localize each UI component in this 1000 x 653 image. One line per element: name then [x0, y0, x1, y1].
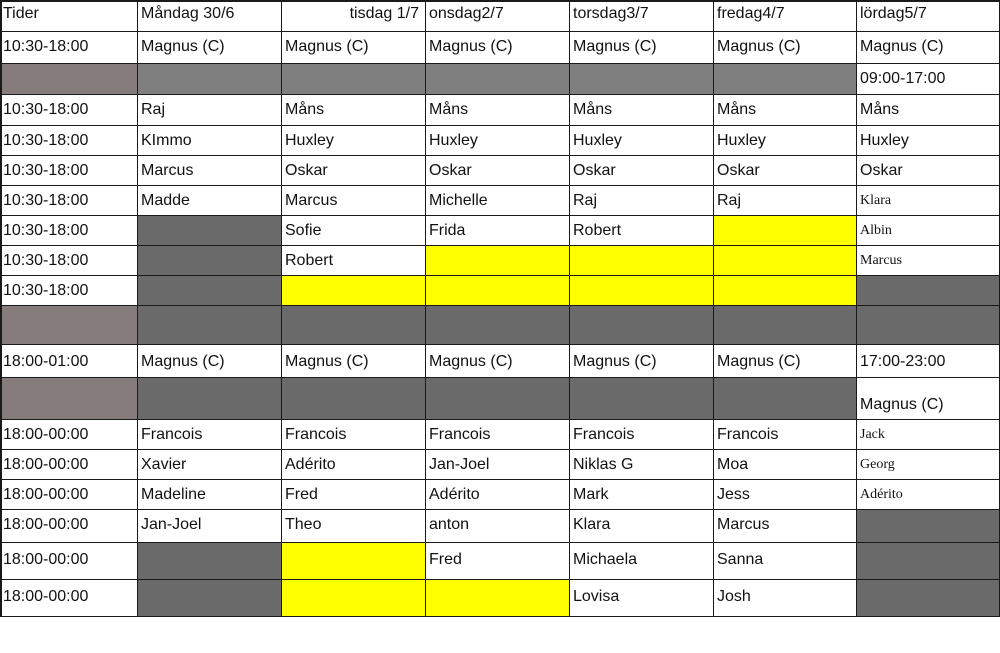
- header-cell: lördag5/7: [857, 0, 1000, 32]
- schedule-cell: [138, 246, 282, 276]
- schedule-cell: Josh: [714, 580, 857, 617]
- schedule-cell: [282, 580, 426, 617]
- schedule-cell: Niklas G: [570, 450, 714, 480]
- schedule-cell: [282, 306, 426, 345]
- schedule-cell: Robert: [570, 216, 714, 246]
- schedule-cell: Marcus: [138, 156, 282, 186]
- schedule-cell: Måns: [426, 95, 570, 126]
- schedule-cell: 09:00-17:00: [857, 64, 1000, 95]
- schedule-cell: Klara: [857, 186, 1000, 216]
- schedule-cell: Lovisa: [570, 580, 714, 617]
- schedule-cell: [138, 580, 282, 617]
- schedule-cell: 17:00-23:00: [857, 345, 1000, 378]
- time-cell: 18:00-00:00: [0, 580, 138, 617]
- schedule-cell: [282, 543, 426, 580]
- schedule-cell: [426, 246, 570, 276]
- schedule-cell: [570, 306, 714, 345]
- schedule-cell: Huxley: [282, 126, 426, 156]
- schedule-cell: Francois: [138, 420, 282, 450]
- schedule-cell: Francois: [570, 420, 714, 450]
- schedule-cell: Mark: [570, 480, 714, 510]
- schedule-cell: Michaela: [570, 543, 714, 580]
- schedule-cell: Huxley: [426, 126, 570, 156]
- schedule-cell: [714, 378, 857, 420]
- schedule-cell: Magnus (C): [857, 32, 1000, 64]
- schedule-cell: [857, 580, 1000, 617]
- time-cell: 18:00-00:00: [0, 480, 138, 510]
- schedule-cell: [282, 276, 426, 306]
- time-cell: 10:30-18:00: [0, 95, 138, 126]
- schedule-cell: [282, 378, 426, 420]
- schedule-cell: Francois: [426, 420, 570, 450]
- schedule-cell: [426, 64, 570, 95]
- schedule-cell: Raj: [714, 186, 857, 216]
- time-cell: 10:30-18:00: [0, 186, 138, 216]
- schedule-cell: [426, 378, 570, 420]
- schedule-cell: Moa: [714, 450, 857, 480]
- schedule-cell: [714, 306, 857, 345]
- schedule-cell: Huxley: [857, 126, 1000, 156]
- schedule-cell: [138, 543, 282, 580]
- schedule-cell: Oskar: [714, 156, 857, 186]
- schedule-cell: Oskar: [282, 156, 426, 186]
- time-cell: 10:30-18:00: [0, 246, 138, 276]
- schedule-cell: [570, 246, 714, 276]
- schedule-cell: Klara: [570, 510, 714, 543]
- schedule-cell: Albin: [857, 216, 1000, 246]
- schedule-cell: [714, 64, 857, 95]
- schedule-cell: anton: [426, 510, 570, 543]
- schedule-cell: Marcus: [714, 510, 857, 543]
- schedule-cell: Magnus (C): [570, 345, 714, 378]
- schedule-cell: [426, 580, 570, 617]
- schedule-cell: Huxley: [714, 126, 857, 156]
- schedule-cell: Jan-Joel: [138, 510, 282, 543]
- schedule-cell: Måns: [714, 95, 857, 126]
- table-left-border: [0, 0, 2, 617]
- schedule-cell: Sanna: [714, 543, 857, 580]
- schedule-cell: Magnus (C): [857, 378, 1000, 420]
- time-cell: 10:30-18:00: [0, 276, 138, 306]
- schedule-cell: [714, 216, 857, 246]
- time-cell: 18:00-00:00: [0, 450, 138, 480]
- header-cell: onsdag2/7: [426, 0, 570, 32]
- schedule-cell: [138, 378, 282, 420]
- time-cell: [0, 306, 138, 345]
- schedule-cell: [570, 378, 714, 420]
- schedule-cell: Georg: [857, 450, 1000, 480]
- schedule-cell: [138, 216, 282, 246]
- schedule-cell: Adérito: [857, 480, 1000, 510]
- schedule-cell: [714, 246, 857, 276]
- schedule-cell: Oskar: [426, 156, 570, 186]
- schedule-cell: Marcus: [857, 246, 1000, 276]
- table-top-border: [0, 0, 1000, 2]
- schedule-cell: Raj: [138, 95, 282, 126]
- schedule-cell: Magnus (C): [282, 345, 426, 378]
- time-cell: 10:30-18:00: [0, 216, 138, 246]
- header-cell: fredag4/7: [714, 0, 857, 32]
- schedule-cell: [714, 276, 857, 306]
- schedule-cell: [138, 276, 282, 306]
- schedule-cell: Måns: [570, 95, 714, 126]
- schedule-cell: Xavier: [138, 450, 282, 480]
- schedule-cell: [570, 64, 714, 95]
- schedule-cell: Oskar: [570, 156, 714, 186]
- schedule-cell: Magnus (C): [714, 32, 857, 64]
- schedule-cell: [857, 276, 1000, 306]
- header-cell: Måndag 30/6: [138, 0, 282, 32]
- schedule-cell: [138, 306, 282, 345]
- schedule-cell: Magnus (C): [282, 32, 426, 64]
- schedule-cell: Theo: [282, 510, 426, 543]
- time-cell: 10:30-18:00: [0, 156, 138, 186]
- schedule-cell: Huxley: [570, 126, 714, 156]
- schedule-cell: Magnus (C): [570, 32, 714, 64]
- schedule-cell: Jack: [857, 420, 1000, 450]
- schedule-cell: Robert: [282, 246, 426, 276]
- header-cell: tisdag 1/7: [282, 0, 426, 32]
- schedule-cell: [857, 510, 1000, 543]
- schedule-cell: KImmo: [138, 126, 282, 156]
- schedule-cell: [570, 276, 714, 306]
- schedule-cell: Jan-Joel: [426, 450, 570, 480]
- time-cell: 18:00-00:00: [0, 420, 138, 450]
- schedule-cell: Magnus (C): [714, 345, 857, 378]
- schedule-cell: Adérito: [426, 480, 570, 510]
- schedule-cell: [282, 64, 426, 95]
- schedule-cell: Francois: [282, 420, 426, 450]
- time-cell: 10:30-18:00: [0, 32, 138, 64]
- schedule-cell: Magnus (C): [426, 345, 570, 378]
- schedule-cell: [857, 306, 1000, 345]
- time-cell: 18:00-01:00: [0, 345, 138, 378]
- schedule-cell: Fred: [426, 543, 570, 580]
- schedule-cell: Adérito: [282, 450, 426, 480]
- schedule-cell: Francois: [714, 420, 857, 450]
- schedule-cell: Magnus (C): [138, 345, 282, 378]
- header-cell: torsdag3/7: [570, 0, 714, 32]
- schedule-cell: Madeline: [138, 480, 282, 510]
- schedule-cell: Fred: [282, 480, 426, 510]
- schedule-cell: Raj: [570, 186, 714, 216]
- schedule-cell: [426, 276, 570, 306]
- schedule-cell: Marcus: [282, 186, 426, 216]
- time-cell: [0, 64, 138, 95]
- time-cell: 18:00-00:00: [0, 510, 138, 543]
- time-cell: 18:00-00:00: [0, 543, 138, 580]
- schedule-cell: Måns: [857, 95, 1000, 126]
- schedule-cell: Frida: [426, 216, 570, 246]
- schedule-cell: Måns: [282, 95, 426, 126]
- schedule-cell: Jess: [714, 480, 857, 510]
- schedule-cell: Magnus (C): [138, 32, 282, 64]
- time-cell: 10:30-18:00: [0, 126, 138, 156]
- time-cell: [0, 378, 138, 420]
- schedule-cell: [857, 543, 1000, 580]
- schedule-cell: [138, 64, 282, 95]
- schedule-cell: [426, 306, 570, 345]
- schedule-cell: Oskar: [857, 156, 1000, 186]
- header-cell: Tider: [0, 0, 138, 32]
- schedule-cell: Sofie: [282, 216, 426, 246]
- schedule-cell: Magnus (C): [426, 32, 570, 64]
- schedule-cell: Michelle: [426, 186, 570, 216]
- schedule-cell: Madde: [138, 186, 282, 216]
